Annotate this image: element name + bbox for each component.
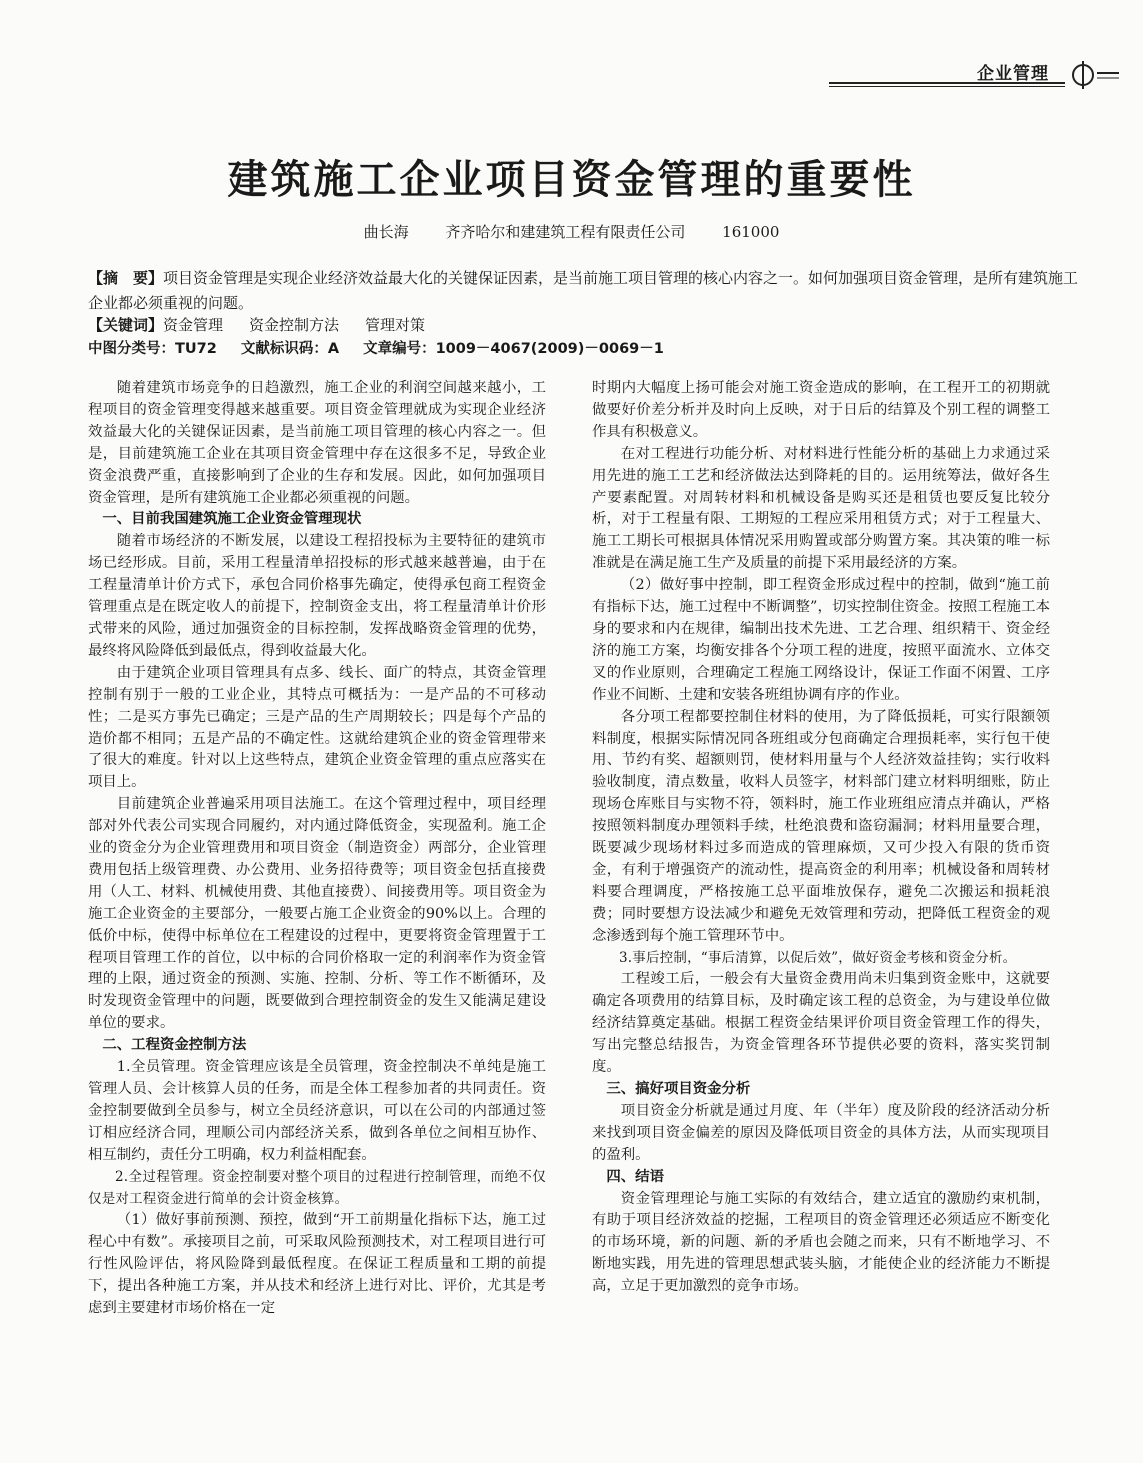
keyword: 资金控制方法 [249, 316, 340, 334]
body-paragraph: 目前建筑企业普遍采用项目法施工。在这个管理过程中，项目经理部对外代表公司实现合同履约，对内通过降低资金，实现盈利。施工企业的资金分为企业管理费用和项目资金（制造资金）两部分，企业管理费用包括上级管理费、办公费用、业务招待费等；项目资金包括直接费用（人工、材料、机械使用费、其他直接费）、间接费用等。项目资金为施工企业资金的主要部分，一般要占施工企业资金的90%以上。合理的低价中标，使得中标单位在工程建设的过程中，更要将资金管理置于工程项目管理工作的首位，以中标的合同价格取一定的利润率作为资金管理的上限，通过资金的预测、实施、控制、分析、等工作不断循环，及时发现资金管理中的问题，既要做到合理控制资金的发生又能满足建设单位的要求。 [88, 796, 546, 1032]
body-paragraph: 各分项工程都要控制住材料的使用，为了降低损耗，可实行限额领料制度，根据实际情况同各班组或分包商确定合理损耗率，实行包干使用、节约有奖、超额则罚，使材料用量与个人经济效益挂钩；实行收料验收制度，清点数量，收料人员签字，材料部门建立材料明细账，防止现场仓库账目与实物不符，领料时，施工作业班组应清点并确认，严格按照领料制度办理领料手续，杜绝浪费和盗窃漏洞；材料用量要合理，既要减少现场材料过多而造成的管理麻烦，又可少投入有限的货币资金，有利于增强资产的流动性，提高资金的利用率；机械设备和周转材料要合理调度，严格按施工总平面堆放保存，避免二次搬运和损耗浪费；同时要想方设法减少和避免无效管理和劳动，把降低工程资金的观念渗透到每个施工管理环节中。 [592, 708, 1050, 944]
article-title: 建筑施工企业项目资金管理的重要性 [227, 157, 916, 203]
body-paragraph: （2）做好事中控制，即工程资金形成过程中的控制，做到“施工前有指标下达，施工过程中不断调整”，切实控制住资金。按照工程施工本身的要求和内在规律，编制出技术先进、工艺合理、组织精干、资金经济的施工方案，均衡安排各个分项工程的进度，按照平面流水、立体交叉的作业原则，合理确定工程施工网络设计，保证工作面不闲置、工序作业不间断、土建和安装各班组协调有序的作业。 [592, 577, 1050, 703]
keywords [88, 313, 1080, 338]
header-ornament-icon [1067, 60, 1119, 90]
classification-line [88, 337, 1080, 362]
body-paragraph: 随着市场经济的不断发展，以建设工程招投标为主要特征的建筑市场已经形成。目前，采用工程量清单招投标的形式越来越普遍，由于在工程量清单计价方式下，承包合同价格事先确定，使得承包商工程资金管理重点是在既定收人的前提下，控制资金支出，将工程量清单计价形式带来的风险，通过加强资金的目标控制，发挥战略资金管理的优势，最终将风险降低到最低点，得到收益最大化。 [88, 533, 546, 659]
section-heading: 二、工程资金控制方法 [102, 1037, 247, 1054]
byline [0, 221, 1143, 242]
body-column-left [88, 378, 546, 1320]
abstract-label: 【摘 要】 [88, 269, 164, 287]
header-rule-thin [829, 86, 1065, 87]
keyword: 管理对策 [365, 316, 426, 334]
body-paragraph: 项目资金分析就是通过月度、年（半年）度及阶段的经济活动分析来找到项目资金偏差的原因及降低项目资金的具体方法，从而实现项目的盈利。 [592, 1102, 1050, 1163]
author: 曲长海 [363, 223, 409, 241]
keyword: 资金管理 [163, 316, 224, 334]
doc-code: 文献标识码：A [240, 341, 340, 357]
body-paragraph: 资金管理理论与施工实际的有效结合，建立适宜的激励约束机制，有助于项目经济效益的挖掘，工程项目的资金管理还必须适应不断变化的市场环境，新的问题、新的矛盾也会随之而来，只有不断地学习、不断地实践，用先进的管理思想武装头脑，才能使企业的经济能力不断提高，立足于更加激烈的竞争市场。 [592, 1190, 1050, 1295]
body-paragraph: 2.全过程管理。资金控制要对整个项目的过程进行控制管理，而绝不仅仅是对工程资金进行简单的会计资金核算。 [88, 1168, 546, 1207]
keywords-label: 【关键词】 [88, 316, 164, 334]
body-paragraph: （1）做好事前预测、预控，做到“开工前期量化指标下达，施工过程心中有数”。承接项目之前，可采取风险预测技术，对工程项目进行可行性风险评估，将风险降到最低程度。在保证工程质量和工期的前提下，提出各种施工方案，并从技术和经济上进行对比、评价，尤其是考虑到主要建材市场价格在一定 [88, 1212, 546, 1317]
postcode: 161000 [722, 223, 780, 241]
section-label: 企业管理 [977, 64, 1049, 84]
body-paragraph: 在对工程进行功能分析、对材料进行性能分析的基础上力求通过采用先进的施工工艺和经济做法达到降耗的目的。运用统筹法，做好各生产要素配置。对周转材料和机械设备是购买还是租赁也要反复比较分析，对于工程量有限、工期短的工程应采用租赁方式；对于工程量大、施工工期长可根据具体情况采用购置或部分购置方案。其决策的唯一标准就是在满足施工生产及质量的前提下采用最经济的方案。 [592, 445, 1050, 572]
body-column-right [592, 378, 1050, 1298]
abstract-text: 项目资金管理是实现企业经济效益最大化的关键保证因素，是当前施工项目管理的核心内容之一。如何加强项目资金管理，是所有建筑施工企业都必须重视的问题。 [88, 269, 1079, 312]
article-number: 文章编号：1009－4067(2009)－0069－1 [363, 341, 664, 357]
section-header [829, 58, 1129, 88]
section-heading: 一、目前我国建筑施工企业资金管理现状 [102, 511, 362, 528]
body-paragraph: 1.全员管理。资金管理应该是全员管理，资金控制决不单纯是施工管理人员、会计核算人员的任务，而是全体工程参加者的共同责任。资金控制要做到全员参与，树立全员经济意识，可以在公司的内部通过签订相应经济合同，理顺公司内部经济关系，做到各单位之间相互协作、相互制约，责任分工明确，权力利益相配套。 [88, 1059, 546, 1163]
body-paragraph: 3.事后控制，“事后清算，以促后效”，做好资金考核和资金分析。 [619, 949, 1017, 966]
body-paragraph: 随着建筑市场竞争的日趋激烈，施工企业的利润空间越来越小，工程项目的资金管理变得越来越重要。项目资金管理就成为实现企业经济效益最大化的关键保证因素，是当前施工项目管理的核心内容之一。但是，目前建筑施工企业在其项目资金管理中存在这很多不足，导致企业资金浪费严重，直接影响到了企业的生存和发展。因此，如何加强项目资金管理，是所有建筑施工企业都必须重视的问题。 [88, 380, 546, 506]
body-paragraph: 工程竣工后，一般会有大量资金费用尚未归集到资金账中，这就要确定各项费用的结算目标，及时确定该工程的总资金，为与建设单位做经济结算奠定基础。根据工程资金结果评价项目资金管理工作的得失，写出完整总结报告，为资金管理各环节提供必要的资料，落实奖罚制度。 [592, 971, 1050, 1076]
header-rule [829, 82, 1065, 84]
body-paragraph: 时期内大幅度上扬可能会对施工资金造成的影响，在工程开工的初期就做要好价差分析并及时向上反映，对于日后的结算及个别工程的调整工作具有积极意义。 [592, 380, 1050, 440]
affiliation: 齐齐哈尔和建建筑工程有限责任公司 [445, 223, 686, 241]
abstract [88, 266, 1080, 316]
class-number: 中图分类号：TU72 [88, 341, 217, 357]
body-paragraph: 由于建筑企业项目管理具有点多、线长、面广的特点，其资金管理控制有别于一般的工业企业，其特点可概括为：一是产品的不可移动性；二是买方事先已确定；三是产品的生产周期较长；四是每个产品的造价都不相同；五是产品的不确定性。这就给建筑企业的资金管理带来了很大的难度。针对以上这些特点，建筑企业资金管理的重点应落实在项目上。 [88, 664, 546, 791]
section-heading: 三、搞好项目资金分析 [606, 1081, 751, 1097]
section-heading: 四、结语 [606, 1168, 664, 1185]
